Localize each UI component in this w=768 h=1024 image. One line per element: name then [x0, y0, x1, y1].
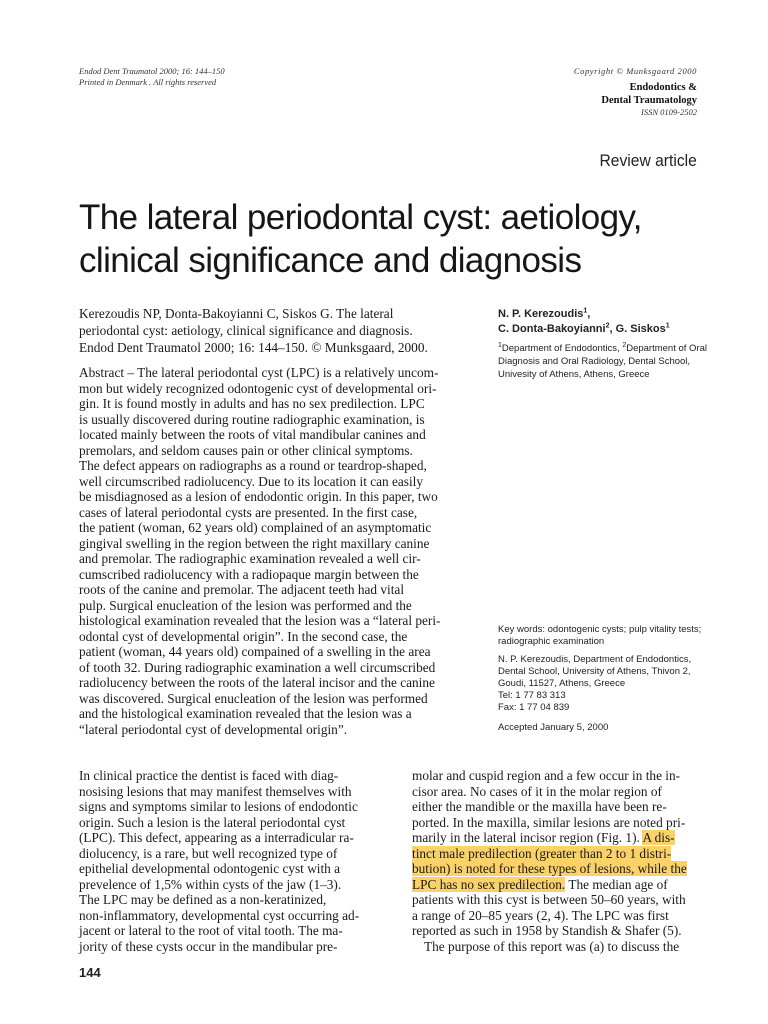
citation-line: Endod Dent Traumatol 2000; 16: 144–150. © Munksgaard, 2000. [79, 340, 428, 355]
abstract-line: histological examination revealed that the lesion was a “lateral peri- [79, 613, 441, 628]
author-name: C. Donta-Bakoyianni [498, 322, 606, 335]
author-separator: , [587, 308, 591, 320]
abstract-line: cumscribed radiolucency with a radiopaque margin between the [79, 566, 419, 582]
body-line: In clinical practice the dentist is faced with diag- [79, 768, 339, 783]
abstract-line: located mainly between the roots of vital mandibular canines and [79, 427, 426, 442]
abstract-line: well circumscribed radiolucency. Due to its location it can easily [79, 473, 423, 489]
affiliation-marker: 2 [622, 341, 627, 349]
article-title [79, 196, 719, 282]
body-line [412, 846, 698, 862]
body-line: The purpose of this report was (a) to discuss the [424, 938, 680, 954]
accepted-date: Accepted January 5, 2000 [498, 722, 609, 733]
citation-block [79, 305, 469, 356]
body-column-right [412, 768, 698, 954]
affiliation-marker: 1 [665, 321, 670, 329]
abstract-line: odontal cyst of developmental origin”. In the second case, the [79, 628, 408, 644]
body-line: reported as such in 1958 by Standish & Shafer (5). [412, 923, 682, 938]
body-text: The median age of [565, 876, 668, 892]
abstract-line: the patient (woman, 62 years old) complained of an asymptomatic [79, 520, 432, 535]
body-line: signs and symptoms similar to lesions of endodontic [79, 799, 358, 814]
body-line: prevelence of 1,5% within cysts of the jaw (1–3). [79, 876, 342, 892]
correspondence-line: Goudi, 11527, Athens, Greece [498, 678, 626, 689]
body-line: diolucency, is a rare, but well recognized type of [79, 845, 338, 861]
abstract-line: pulp. Surgical enucleation of the lesion was performed and the [79, 597, 412, 613]
author-line [498, 322, 728, 337]
title-line: clinical significance and diagnosis [79, 241, 582, 280]
abstract-line: premolars, and seldom causes pain or other clinical symptoms. [79, 442, 413, 458]
highlighted-text[interactable]: LPC has no sex predilection. [412, 876, 566, 892]
article-type: Review article [599, 151, 697, 170]
author-line [498, 307, 728, 322]
affiliation-text: Department of Endodontics, [501, 343, 623, 354]
keywords [498, 624, 728, 648]
abstract-line: cases of lateral periodontal cysts are presented. In the first case, [79, 504, 418, 520]
journal-name [574, 81, 697, 107]
body-line: patients with this cyst is between 50–60 years, with [412, 892, 686, 907]
body-line: either the mandible or the maxilla have been re- [412, 799, 667, 814]
affiliation-marker: 2 [605, 321, 610, 329]
highlighted-text[interactable]: A dis- [642, 830, 675, 845]
highlighted-text[interactable]: tinct male predilection (greater than 2 to 1 distri- [412, 845, 672, 861]
body-line: nosising lesions that may manifest themselves with [79, 783, 352, 799]
abstract-line: roots of the canine and premolar. The adjacent teeth had vital [79, 582, 405, 597]
body-line: molar and cuspid region and a few occur in the in- [412, 768, 681, 783]
body-line: jority of these cysts occur in the mandibular pre- [79, 938, 338, 954]
abstract-line: mon but widely recognized odontogenic cyst of developmental ori- [79, 380, 437, 396]
abstract-line: patient (woman, 44 years old) compained of a swelling in the area [79, 644, 431, 659]
affiliation-line [498, 342, 728, 355]
abstract [79, 365, 471, 737]
journal-name-line2: Dental Traumatology [601, 95, 697, 106]
journal-masthead [574, 66, 697, 118]
affiliation-marker: 1 [498, 341, 502, 349]
affiliations [498, 342, 728, 381]
abstract-line: of tooth 32. During radiographic examination a well circumscribed [79, 659, 436, 675]
header-printed-line: Printed in Denmark . All rights reserved [79, 77, 217, 87]
body-line: a range of 20–85 years (2, 4). The LPC was first [412, 907, 669, 923]
body-line [412, 877, 698, 893]
correspondence-line: Dental School, University of Athens, Thivon 2, [498, 666, 691, 677]
body-line: (LPC). This defect, appearing as a interradicular ra- [79, 830, 354, 845]
author-names [498, 307, 728, 336]
body-line: cisor area. No cases of it in the molar region of [412, 783, 662, 799]
body-line: jacent or lateral to the root of vital tooth. The ma- [79, 923, 343, 938]
journal-name-line1: Endodontics & [629, 82, 697, 93]
abstract-line: and the histological examination revealed that the lesion was a [79, 706, 412, 721]
abstract-line: “lateral periodontal cyst of developmental origin”. [79, 721, 348, 737]
correspondence-address [498, 654, 728, 714]
abstract-line: Abstract – The lateral periodontal cyst (LPC) is a relatively uncom- [79, 365, 439, 380]
affiliation-text: Department of Oral [626, 343, 708, 354]
abstract-line: The defect appears on radiographs as a round or teardrop-shaped, [79, 458, 427, 473]
author-name: N. P. Kerezoudis [498, 308, 584, 320]
author-block [498, 307, 728, 381]
keywords-line: Key words: odontogenic cysts; pulp vitality tests; [498, 624, 702, 635]
abstract-line: gingival swelling in the region between the right maxillary canine [79, 535, 430, 551]
body-line: origin. Such a lesion is the lateral periodontal cyst [79, 814, 346, 830]
issn: ISSN 0109-2502 [641, 107, 697, 117]
abstract-line: is usually discovered during routine radiographic examination, is [79, 411, 425, 427]
body-text: marily in the lateral incisor region (Fig. 1). [412, 830, 643, 845]
body-line: epithelial developmental odontogenic cyst with a [79, 861, 341, 876]
body-line [412, 861, 698, 877]
abstract-line: was discovered. Surgical enucleation of the lesion was performed [79, 690, 428, 706]
body-line: non-inflammatory, developmental cyst occurring ad- [79, 907, 360, 923]
affiliation-line: Univesity of Athens, Athens, Greece [498, 369, 650, 380]
abstract-line: radiolucency between the roots of the lateral incisor and the canine [79, 675, 435, 690]
keywords-line: radiographic examination [498, 636, 605, 647]
correspondence-line: Tel: 1 77 83 313 [498, 690, 566, 701]
sidebar-notes [498, 624, 728, 734]
abstract-line: gin. It is found mostly in adults and has no sex predilection. LPC [79, 396, 425, 411]
affiliation-line: Diagnosis and Oral Radiology, Dental School, [498, 356, 691, 367]
page-number: 144 [79, 965, 101, 980]
header-citation-line: Endod Dent Traumatol 2000; 16: 144–150 [79, 66, 225, 76]
highlighted-text[interactable]: bution) is noted for these types of lesions, while the [412, 861, 687, 876]
citation-line: periodontal cyst: aetiology, clinical significance and diagnosis. [79, 323, 413, 338]
correspondence-line: Fax: 1 77 04 839 [498, 702, 570, 713]
journal-citation-header [79, 66, 225, 88]
correspondence-line: N. P. Kerezoudis, Department of Endodontics, [498, 654, 692, 665]
author-name: , G. Siskos [609, 322, 666, 335]
copyright-notice: Copyright © Munksgaard 2000 [573, 66, 697, 76]
abstract-line: be misdiagnosed as a lesion of endodontic origin. In this paper, two [79, 489, 438, 504]
body-line [412, 830, 698, 846]
affiliation-marker: 1 [583, 307, 588, 315]
citation-line: Kerezoudis NP, Donta-Bakoyianni C, Siskos G. The lateral [79, 306, 394, 321]
body-column-left [79, 768, 363, 954]
title-line: The lateral periodontal cyst: aetiology, [79, 198, 642, 237]
body-line: ported. In the maxilla, similar lesions are noted pri- [412, 814, 686, 830]
abstract-line: and premolar. The radiographic examination revealed a well cir- [79, 551, 421, 566]
body-line: The LPC may be defined as a non-keratinized, [79, 892, 327, 907]
